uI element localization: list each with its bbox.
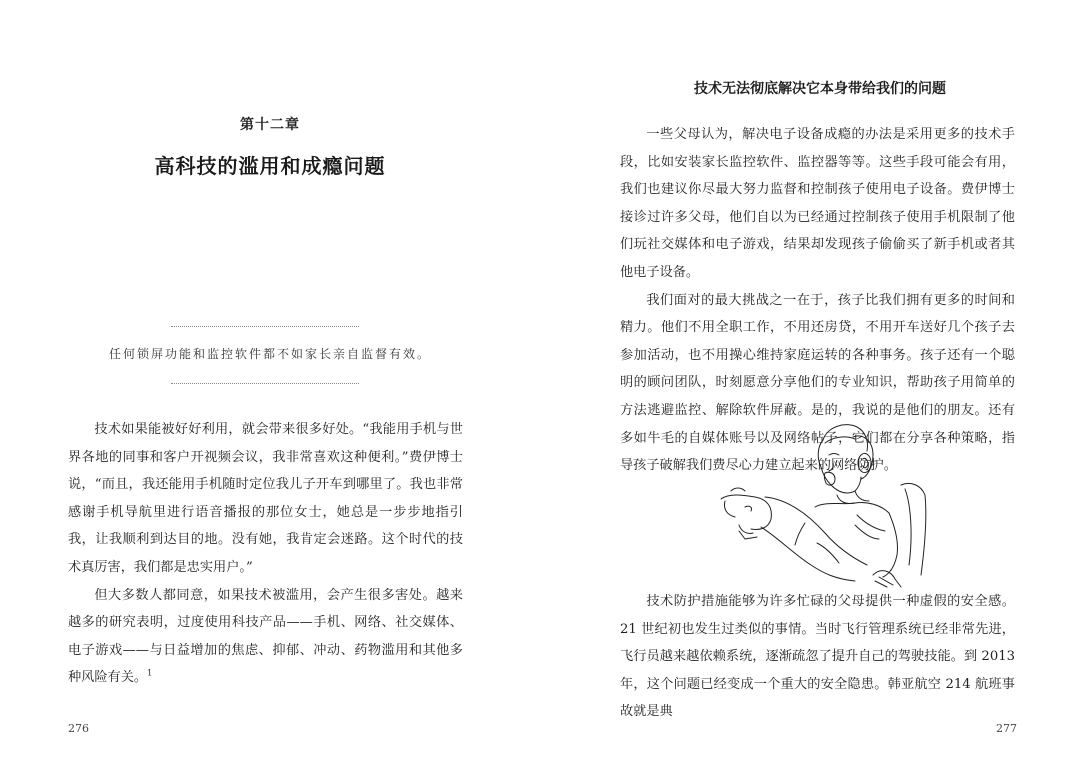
section-title: 技术无法彻底解决它本身带给我们的问题 [694, 81, 946, 97]
epigraph-bottom-divider [171, 383, 359, 384]
page-number: 276 [68, 722, 89, 735]
boy-gaming-illustration [705, 415, 945, 590]
right-page [540, 0, 1080, 778]
epigraph: 任何锁屏功能和监控软件都不如家长亲自监督有效。 [108, 347, 431, 361]
paragraph: 技术防护措施能够为许多忙碌的父母提供一种虚假的安全感。21 世纪初也发生过类似的事情。当时飞行管理系统已经非常先进，飞行员越来越依赖系统，逐渐疏忽了提升自己的驾驶技能。到 2013 年，这个问题已经变成一个重大的安全隐患。韩亚航空 214 航班事故就是典 [620, 594, 1015, 720]
chapter-number: 第十二章 [240, 117, 300, 133]
paragraph: 技术如果能被好好利用，就会带来很多好处。“我能用手机与世界各地的同事和客户开视频会议，我非常喜欢这种便利。”费伊博士说，“而且，我还能用手机随时定位我儿子开车到哪里了。我也非常感谢手机导航里进行语音播报的那位女士，她总是一步步地指引我，让我顺利到达目的地。没有她，我肯定会迷路。这个时代的技术真厉害，我们都是忠实用户。” [68, 422, 463, 575]
page-number: 277 [996, 722, 1017, 735]
paragraph: 一些父母认为，解决电子设备成瘾的办法是采用更多的技术手段，比如安装家长监控软件、监控器等等。这些手段可能会有用，我们也建议你尽最大努力监督和控制孩子使用电子设备。费伊博士接诊过许多父母，他们自以为已经通过控制孩子使用手机限制了他们玩社交媒体和电子游戏，结果却发现孩子偷偷买了新手机或者其他电子设备。 [620, 127, 1015, 280]
paragraph: 我们面对的最大挑战之一在于，孩子比我们拥有更多的时间和精力。他们不用全职工作，不用还房贷，不用开车送好几个孩子去参加活动，也不用操心维持家庭运转的各种事务。孩子还有一个聪明的顾问团队，时刻愿意分享他们的专业知识，帮助孩子用简单的方法逃避监控、解除软件屏蔽。是的，我说的是他们的朋友。还有多如牛毛的自媒体账号以及网络帖子，它们都在分享各种策略，指导孩子破解我们费尽心力建立起来的网络防护。 [620, 292, 1015, 474]
footnote-marker[interactable]: 1 [147, 668, 153, 678]
epigraph-top-divider [171, 326, 359, 327]
left-body-text [68, 416, 463, 692]
right-body-text-bottom [620, 588, 1015, 726]
paragraph [68, 582, 463, 692]
chapter-title: 高科技的滥用和成瘾问题 [154, 154, 386, 178]
paragraph-text: 但大多数人都同意，如果技术被滥用，会产生很多害处。越来越多的研究表明，过度使用科技产品——手机、网络、社交媒体、电子游戏——与日益增加的焦虑、抑郁、冲动、药物滥用和其他多种风险有关。 [68, 587, 463, 686]
